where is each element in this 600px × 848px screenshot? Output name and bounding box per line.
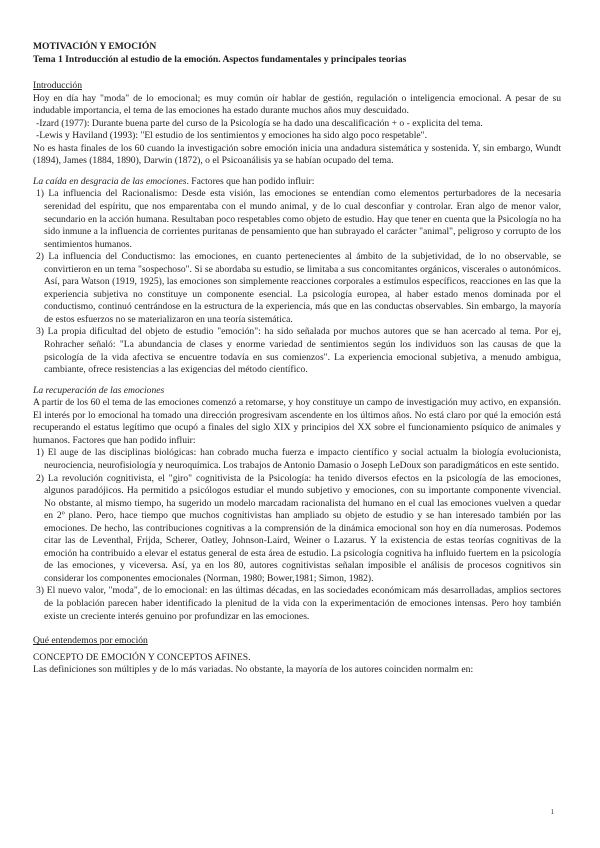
- recuperacion-heading: La recuperación de las emociones: [33, 384, 165, 396]
- caida-item-1: 1) La influencia del Racionalismo: Desde esta visión, las emociones se entendían como elementos perturbadores de la necesaria serenidad del espíritu, que nos emparentaba con el mundo animal, y de lo cual desconfiar y controlar. Eran algo de menor valor, secundario en la acción humana. Resultaban poco respetables como objeto de estudio. Hay que tener en cuenta que la Psicología no ha sido inmune a la influencia de corrientes puritanas de pensamiento que han subrayado el carácter "animal", peligroso y corrupto de los sentimientos humanos.: [36, 188, 561, 250]
- document-title: MOTIVACIÓN Y EMOCIÓN: [33, 41, 157, 52]
- page-number: 1: [550, 808, 554, 816]
- intro-paragraph-1: Hoy en día hay "moda" de lo emocional; es muy común oír hablar de gestión, regulación o inteligencia emocional. A pesar de su indudable importancia, el tema de las emociones ha estado durante muchos años muy descuidado.: [33, 92, 561, 117]
- recuperacion-item-3: 3) El nuevo valor, "moda", de lo emocional: en las últimas décadas, en las sociedades económicam más desarrolladas, amplios sectores de la población parecen haber identificado la plenitud de la vida con la experimentación de emociones intensas. Pero hoy también existe un creciente interés genuino por profundizar en las emociones.: [36, 585, 561, 622]
- intro-quote-izard: -Izard (1977): Durante buena parte del curso de la Psicología se ha dado una descalificación + o - explicita del tema.: [36, 117, 483, 129]
- caida-heading-rest: . Factores que han podido influir:: [186, 175, 315, 187]
- caida-heading-italic: La caída en desgracia de las emociones: [33, 175, 187, 187]
- caida-item-3: 3) La propia dificultad del objeto de estudio "emoción": ha sido señalada por muchos autores que se han acercado al tema. Por ej, Rohracher señaló: "La abundancia de clases y enorme variedad de sentimientos según los individuos son las causas de que la psicología de la vida afectiva se encuentre todavía en sus comienzos". La experiencia emocional subjetiva, a menudo ambigua, cambiante, ofrece resistencias a las exigencias del método científico.: [36, 326, 561, 376]
- intro-paragraph-2: No es hasta finales de los 60 cuando la investigación sobre emoción inicia una andadura sistemática y sostenida. Y, sin embargo, Wundt (1894), James (1884, 1890), Darwin (1872), o el Psicoanálisis ya se habían ocupado del tema.: [33, 142, 561, 167]
- recuperacion-item-1: 1) El auge de las disciplinas biológicas: han cobrado mucha fuerza e impacto científico y social actualm la biología evolucionista, neurociencia, neurofisiología y neuroquímica. Los trabajos de Antonio Damasio o Joseph LeDoux son paradigmáticos en este sentido.: [36, 447, 561, 471]
- intro-heading: Introducción: [33, 80, 83, 92]
- recuperacion-paragraph: A partir de los 60 el tema de las emociones comenzó a retomarse, y hoy constituye un campo de investigación muy activo, en expansión. El interés por lo emocional ha tomado una dirección progresivam ascendente en los últimos años. No está claro por qué la emoción está recuperando el estatus legítimo que ocupó a finales del siglo XIX y principios del XX sobre el funcionamiento psíquico de animales y humanos. Factores que han podido influir:: [33, 397, 561, 446]
- recuperacion-item-2: 2) La revolución cognitivista, el "giro" cognitivista de la Psicología: ha tenido diversos efectos en la psicología de las emociones, algunos paradójicos. Ha permitido a psicólogos estudiar el mundo subjetivo y emociones, con su importante componente vivencial. No obstante, al mismo tiempo, ha sugerido un modelo marcadam racionalista del humano en el cual las emociones vuelven a quedar en 2º plano. Pero, hace tiempo que muchos cognitivistas han ampliado su objeto de estudio y se han interesado también por las emociones. De hecho, las contribuciones cognitivas a la comprensión de la dinámica emocional son hoy en día numerosas. Podemos citar las de Leventhal, Frijda, Scherer, Oatley, Johnson-Laird, Weiner o Lazarus. Y la existencia de estas teorías cognitivas de la emoción ha contribuido a elevar el estatus general de esta área de estudio. La psicología cognitiva ha influido fuertem en la psicología de las emociones, y viceversa. Así, ya en los 80, autores cognitivistas señalan imposible el análisis de procesos cognitivos sin considerar los componentes emocionales (Norman, 1980; Bower,1981; Simon, 1982).: [36, 472, 561, 584]
- caida-heading: [33, 176, 561, 189]
- concepto-subheading: CONCEPTO DE EMOCIÓN Y CONCEPTOS AFINES.: [33, 651, 251, 663]
- document-subtitle: Tema 1 Introducción al estudio de la emoción. Aspectos fundamentales y principales teorias: [33, 53, 407, 65]
- definiciones-paragraph: Las definiciones son múltiples y de lo más variadas. No obstante, la mayoría de los autores coinciden normalm en:: [33, 664, 474, 676]
- intro-quote-lewis: -Lewis y Haviland (1993): "El estudio de los sentimientos y emociones ha sido algo poco respetable".: [36, 130, 427, 142]
- document-page: [33, 41, 561, 677]
- caida-item-2: 2) La influencia del Conductismo: las emociones, en cuanto pertenecientes al ámbito de la subjetividad, de lo no observable, se convirtieron en un tema "sospechoso". Si se abordaba su estudio, se limitaba a sus concomitantes orgánicos, viscerales o autonómicos. Así, para Watson (1919, 1925), las emociones son simplemente reacciones corporales a estímulos específicos, reacciones en las que la experiencia subjetiva no constituye un componente esencial. La psicología europea, al haber estado menos dominada por el conductismo, continuó centrándose en la estructura de la experiencia, más que en las conductas observables. Sin embargo, la mayoría de estos esfuerzos no se materializaron en una teoría sistemática.: [36, 251, 561, 325]
- que-entendemos-heading: Qué entendemos por emoción: [33, 635, 148, 647]
